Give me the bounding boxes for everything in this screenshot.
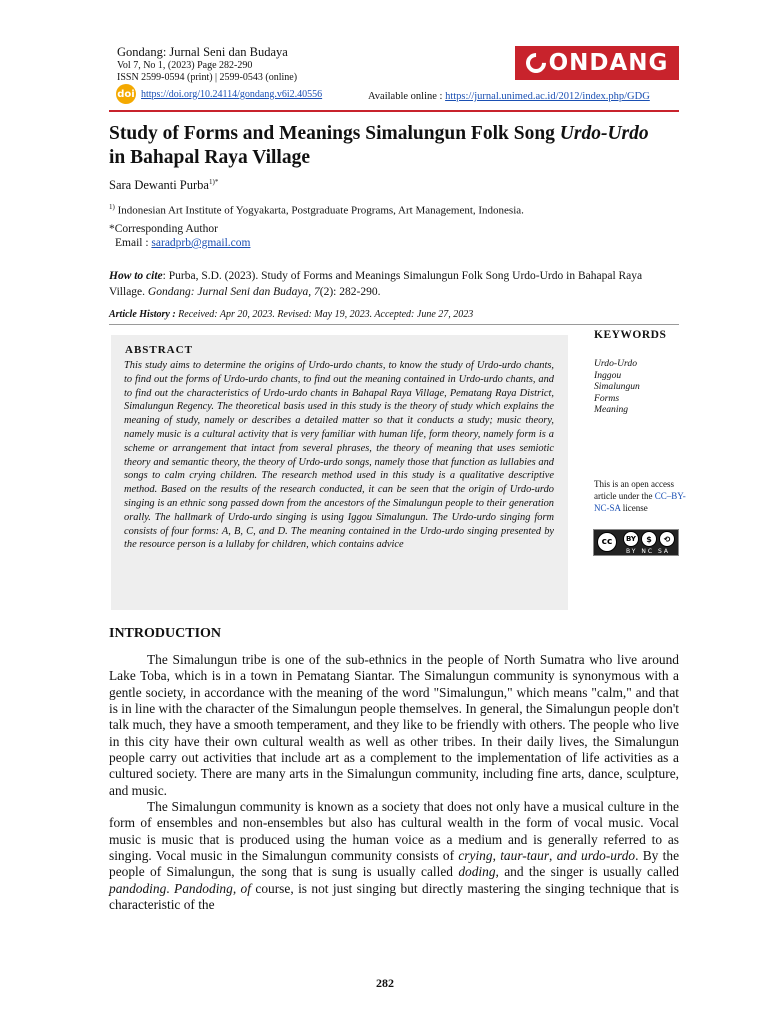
- email-link[interactable]: saradprb@gmail.com: [151, 237, 251, 249]
- how-to-cite: How to cite: Purba, S.D. (2023). Study of Forms and Meanings Simalungun Folk Song Urdo-Urdo in Bahapal Raya Village. Gondang: Jurnal Seni dan Budaya, 7(2): 282-290.: [109, 270, 643, 298]
- abstract-heading: ABSTRACT: [125, 344, 193, 356]
- journal-url-link[interactable]: https://jurnal.unimed.ac.id/2012/index.php/GDG: [445, 91, 650, 102]
- keyword-item: Inggou: [594, 369, 622, 381]
- online-label: Available online :: [368, 91, 446, 102]
- paragraph: The Simalungun tribe is one of the sub-ethnics in the people of North Sumatra who live around Lake Toba, which is in a town in Pematang Siantar. The Simalungun community is synonymous with a gentle society, in accordance with the meaning of the word "Simalungun," which means "calm," and that is in line with the character of the Simalungun people themselves. In general, the Simalungun people don't talk much, they have a smooth temperament, and they like to be friendly with others. The people who live in this city have their own cultural wealth as well as other tribes. In their daily lives, the Simalungun people carry out activities that include art as a complement to the implementation of life activities as a cultured society. There are many arts in the Simalungun community, including fine arts, dance, sculpture, and music.: [109, 652, 679, 798]
- online-availability: [368, 91, 650, 102]
- paragraph: The Simalungun community is known as a society that does not only have a musical culture in the form of ensembles and non-ensembles but also has cultural wealth in the form of vocal music. Vocal music is music that is produced using the human voice as a medium and is generally referred to as singing. Vocal music in the Simalungun community consists of crying, taur-taur, and urdo-urdo. By the people of Simalungun, the song that is sung is usually called doding, and the singer is usually called pandoding. Pandoding, of course, is not just singing but directly mastering the singing technique that is characteristic of the: [109, 799, 680, 913]
- introduction-heading: INTRODUCTION: [109, 626, 222, 641]
- header-divider: [109, 110, 679, 112]
- abstract-text: This study aims to determine the origins of Urdo-urdo chants, to know the study of Urdo-urdo chants, to find out the forms of Urdo-urdo chants, to find out the meaning contained in Urdo-urdo chants, and to find out the characteristics of Urdo-urdo chants in Bahapal Raya Village, Pematang Raya District, Simalungun Regency. The theoretical basis used in this study is the theory of study which explains the meaning of study, namely or describes a detailed matter so that it conducts a study; music theory, namely music is a cultural activity that is very familiar with human life, form theory, namely form is a scheme or arrangement that intact from several phrases, the theory of meaning that uses semiotic theory and semantic theory, the theory of Urdo-urdo songs, namely those that function as lullabies and songs to calm crying children. The research method used in this study is a qualitative descriptive method. Based on the results of the research conducted, it can be seen that the origin of Urdo-urdo singing is an ethnic song passed down from the ancestors of the Simalungun people to their generation orally. The hallmark of Urdo-urdo singing is using Iggou Simalungun. The Urdo-urdo singing form consists of four forms: A, B, C, and D. The meaning contained in the Urdo-urdo singing presented by the resource person is a lullaby for children, which contains advice: [124, 360, 554, 551]
- history-divider: [109, 324, 679, 325]
- keyword-item: Forms: [594, 392, 620, 404]
- doi-row: [116, 84, 322, 104]
- volume-info: Vol 7, No 1, (2023) Page 282-290: [117, 60, 253, 71]
- keywords-list: [594, 358, 640, 416]
- affiliation: $^{1)}$ Indonesian Art Institute of Yogyakarta, Postgraduate Programs, Art Management, Indonesia.: [109, 203, 524, 217]
- license-link[interactable]: CC–BY-NC-SA: [594, 491, 686, 513]
- keywords-heading: KEYWORDS: [594, 329, 667, 341]
- author: Sara Dewanti Purba$^{1)*}$: [109, 178, 219, 193]
- keyword-item: Meaning: [594, 404, 629, 415]
- gondang-logo-mark-icon: [521, 49, 549, 77]
- cc-badge-caption: BY NC SA: [626, 548, 670, 555]
- gondang-logo: [515, 46, 679, 80]
- sa-icon: ⟲: [659, 531, 675, 547]
- article-title: Study of Forms and Meanings Simalungun Folk Song Urdo-Urdo in Bahapal Raya Village: [109, 123, 649, 168]
- cc-icon: cc: [597, 532, 617, 552]
- introduction-body: [109, 652, 679, 914]
- page-number: 282: [376, 976, 394, 990]
- doi-icon: doi: [116, 84, 136, 104]
- issn-info: ISSN 2599-0594 (print) | 2599-0543 (online): [117, 72, 298, 83]
- keyword-item: Simalungun: [594, 381, 640, 392]
- corresponding-author: *Corresponding Author Email : saradprb@gmail.com: [109, 223, 251, 249]
- logo-text: ONDANG: [548, 50, 669, 76]
- journal-name: Gondang: Jurnal Seni dan Budaya: [117, 45, 288, 59]
- nc-icon: $: [641, 531, 657, 547]
- license-note: This is an open access article under the CC–BY-NC-SA license: [594, 479, 686, 513]
- article-history: Article History : Received: Apr 20, 2023. Revised: May 19, 2023. Accepted: June 27, 2023: [109, 309, 474, 320]
- doi-link[interactable]: https://doi.org/10.24114/gondang.v6i2.40556: [141, 88, 323, 100]
- author-name: Sara Dewanti Purba: [109, 178, 209, 193]
- by-icon: BY: [623, 531, 639, 547]
- keyword-item: Urdo-Urdo: [594, 358, 637, 369]
- cc-license-badge[interactable]: [593, 529, 679, 556]
